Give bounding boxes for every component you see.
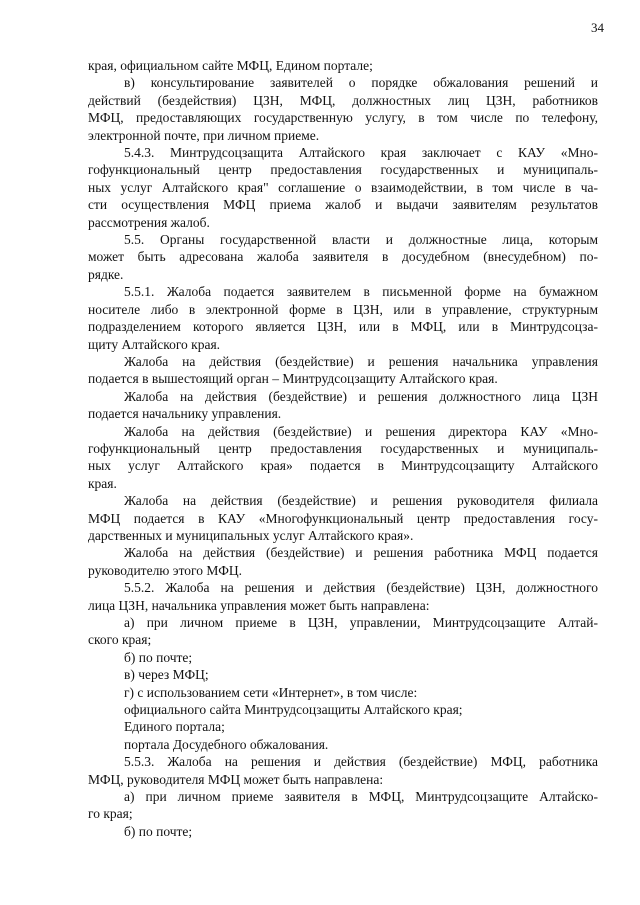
text-line: края, официальном сайте МФЦ, Едином портале;: [88, 58, 373, 73]
paragraph-5-4-3: [88, 144, 598, 231]
text-line: гофункциональный центр предоставления государственных и муниципаль-: [88, 162, 598, 178]
text-line: ных услуг Алтайского края» подается в Минтрудсоцзащиту Алтайского: [88, 458, 598, 474]
text-line: а) при личном приеме заявителя в МФЦ, Минтрудсоцзащите Алтайско-: [124, 789, 598, 805]
list-subitem-official-site: [88, 701, 598, 718]
text-line: б) по почте;: [124, 649, 193, 665]
text-line: лица ЦЗН, начальника управления может быть направлена:: [88, 597, 430, 613]
text-line: 5.5.3. Жалоба на решения и действия (бездействие) МФЦ, работника: [124, 754, 598, 770]
paragraph-consulting: [88, 74, 598, 144]
list-item-g: [88, 684, 598, 701]
paragraph-czn-official: [88, 388, 598, 423]
text-line: Жалоба на действия (бездействие) и решения директора КАУ «Мно-: [124, 423, 598, 439]
text-line: дарственных и муниципальных услуг Алтайского края».: [88, 527, 414, 543]
document-body: [88, 57, 598, 840]
list-item-a-2: [88, 788, 598, 823]
text-line: подается начальнику управления.: [88, 406, 282, 422]
paragraph-head-of-department: [88, 353, 598, 388]
text-line: в) через МФЦ;: [124, 667, 209, 683]
text-line: МФЦ, руководителя МФЦ может быть направлена:: [88, 771, 384, 787]
list-item-b: [88, 649, 598, 666]
text-line: 5.5. Органы государственной власти и должностные лица, которым: [124, 232, 598, 248]
text-line: Жалоба на действия (бездействие) и решения начальника управления: [124, 353, 598, 369]
text-line: 5.5.1. Жалоба подается заявителем в письменной форме на бумажном: [124, 284, 598, 300]
paragraph-5-5: [88, 231, 598, 283]
paragraph-mfc-worker: [88, 544, 598, 579]
text-line: гофункциональный центр предоставления государственных и муниципаль-: [88, 440, 598, 456]
paragraph-5-5-2: [88, 579, 598, 614]
text-line: электронной почте, при личном приеме.: [88, 127, 320, 143]
paragraph-1-end: [88, 57, 598, 74]
text-line: руководителю этого МФЦ.: [88, 562, 242, 578]
text-line: а) при личном приеме в ЦЗН, управлении, Минтрудсоцзащите Алтай-: [124, 615, 598, 630]
list-subitem-unified-portal: [88, 718, 598, 735]
text-line: МФЦ подается в КАУ «Многофункциональный центр предоставления госу-: [88, 510, 598, 526]
text-line: официального сайта Минтрудсоцзащиты Алтайского края;: [124, 702, 463, 718]
text-line: щиту Алтайского края.: [88, 336, 221, 352]
text-line: ского края;: [88, 632, 152, 648]
list-item-a: [88, 614, 598, 649]
text-line: Жалоба на действия (бездействие) и решения должностного лица ЦЗН: [124, 388, 598, 404]
text-line: рассмотрения жалоб.: [88, 214, 210, 230]
text-line: МФЦ, предоставляющих государственную услугу, в том числе по телефону,: [88, 110, 598, 126]
list-subitem-pretrial-portal: [88, 736, 598, 753]
text-line: может быть адресована жалоба заявителя в досудебном (внесудебном) по-: [88, 249, 598, 265]
paragraph-5-5-1: [88, 283, 598, 353]
paragraph-branch-head: [88, 492, 598, 544]
text-line: действий (бездействия) ЦЗН, МФЦ, должностных лиц ЦЗН, работников: [88, 92, 598, 108]
text-line: в) консультирование заявителей о порядке обжалования решений и: [124, 75, 598, 91]
text-line: 5.5.2. Жалоба на решения и действия (бездействие) ЦЗН, должностного: [124, 580, 598, 596]
text-line: подразделением которого является ЦЗН, или в МФЦ, или в Минтрудсоцза-: [88, 319, 598, 335]
text-line: Жалоба на действия (бездействие) и решения руководителя филиала: [124, 493, 598, 509]
text-line: портала Досудебного обжалования.: [124, 736, 329, 752]
page-number: 34: [591, 20, 604, 35]
text-line: г) с использованием сети «Интернет», в том числе:: [124, 684, 418, 700]
text-line: б) по почте;: [124, 823, 193, 839]
text-line: рядке.: [88, 266, 124, 282]
text-line: носителе либо в электронной форме в ЦЗН, или в управление, структурным: [88, 301, 598, 317]
text-line: края.: [88, 475, 117, 491]
text-line: Жалоба на действия (бездействие) и решения работника МФЦ подается: [124, 545, 598, 561]
list-item-b-2: [88, 823, 598, 840]
text-line: 5.4.3. Минтрудсоцзащита Алтайского края заключает с КАУ «Мно-: [124, 145, 598, 161]
text-line: подается в вышестоящий орган – Минтрудсоцзащиту Алтайского края.: [88, 371, 498, 387]
list-item-v: [88, 666, 598, 683]
text-line: ных услуг Алтайского края" соглашение о взаимодействии, в том числе в ча-: [88, 179, 598, 195]
text-line: Единого портала;: [124, 719, 225, 735]
text-line: го края;: [88, 806, 133, 822]
paragraph-5-5-3: [88, 753, 598, 788]
text-line: сти осуществления МФЦ приема жалоб и выдачи заявителям результатов: [88, 197, 598, 213]
paragraph-kau-director: [88, 423, 598, 493]
